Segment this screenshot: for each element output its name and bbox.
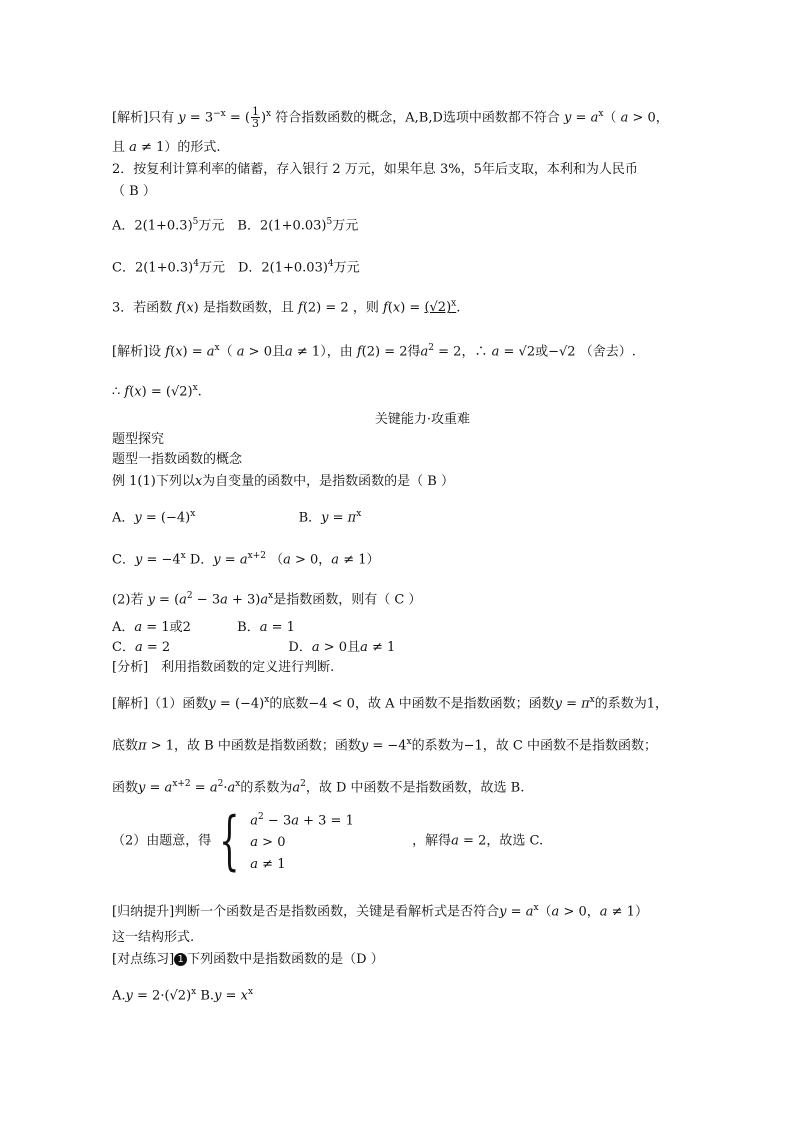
analysis-line-2: 且 a ≠ 1）的形式. (112, 140, 221, 155)
summary-line-1: [归纳提升]判断一个函数是否是指数函数，关键是看解析式是否符合$y = a^x(a > 0$，a ≠ 1） (112, 903, 648, 920)
practice-options: $A.y = 2\cdot(√2)^x$ $B.y = x^x$ (112, 987, 254, 1004)
question-2-answer: （ B ） (112, 184, 156, 199)
question-3: 3．若函数 f(x) 是指数函数，且 f(2) = 2 ，则 $f(x) = (√2)^x$. (112, 299, 461, 316)
practice-question: [对点练习] 1 下列函数中是指数函数的是（D ） (112, 952, 384, 967)
heading-type-1: 题型一指数函数的概念 (112, 452, 243, 467)
number-one-icon: 1 (174, 953, 187, 966)
ex1-options-ab: A．$y = (-4)^x$ B．$y = \pi^x$ (112, 509, 362, 526)
analysis-hint: [分析] 利用指数函数的定义进行判断. (112, 660, 335, 675)
section-title: 关键能力·攻重难 (374, 412, 471, 427)
solution-line-4: （2）由题意，得 { $a^2 - 3a + 3 = 1$ a > 0 a ≠ 1 ，解得a = 2，故选 C. (112, 804, 544, 879)
analysis-3-line-2: ∴ $f(x) = (√2)^x$. (112, 383, 202, 400)
solution-line-1: [解析]（1）函数$y = (-4)^x$的底数−4 < 0，故 A 中函数不是指数函数；函数$y = \pi^x$的系数为1， (112, 695, 669, 712)
ex1-part-2-options-ab: A．a = 1或2 B．a = 1 (112, 620, 295, 635)
question-2: 2．按复利计算利率的储蓄，存入银行 2 万元，如果年息 3%，5年后支取，本利和为人民币 (112, 162, 638, 177)
summary-line-2: 这一结构形式. (112, 930, 195, 945)
solution-line-2: 底数π > 1，故 B 中函数是指数函数；函数$y = -4^x$的系数为−1，故 C 中函数不是指数函数； (112, 737, 657, 754)
equation-system: $a^2 - 3a + 3 = 1$ a > 0 a ≠ 1 (250, 812, 354, 873)
q2-options-ab: A．$2(1+0.3)^5$万元 B．$2(1+0.03)^5$万元 (112, 217, 359, 234)
ex1-part-2-options-cd: C．a = 2 D．a > 0且a ≠ 1 (112, 640, 396, 655)
analysis-3-line-1: [解析]设 $f(x) = a^x$（ a > 0且a ≠ 1），由 f(2) = 2得$a^2 = 2$，∴ a = √2或−√2 （舍去）. (112, 343, 636, 360)
solution-line-3: 函数$y = a^{x+2} = a^2\cdot a^x$的系数为$a^2$，故 D 中函数不是指数函数，故选 B. (112, 779, 525, 796)
q2-options-cd: C．$2(1+0.3)^4$万元 D．$2(1+0.03)^4$万元 (112, 259, 360, 276)
analysis-line-1: [解析]只有 $y = 3^{-x}$ = ( $\frac{1}{3}$ )$^x$ 符合指数函数的概念，A,B,D选项中函数都不符合 $y = a^x$（ a > 0， (112, 105, 669, 131)
ex1-part-2: (2)若 $y = (a^2 - 3a + 3)a^x$是指数函数，则有（ C ） (112, 591, 422, 608)
ex1-options-cd: C．$y = -4^x$ D．$y = a^{x+2}$ （a > 0，a ≠ 1） (112, 551, 380, 568)
heading-topic-explore: 题型探究 (112, 432, 165, 447)
example-1: 例 1(1)下列以x为自变量的函数中，是指数函数的是（ B ） (112, 474, 454, 489)
